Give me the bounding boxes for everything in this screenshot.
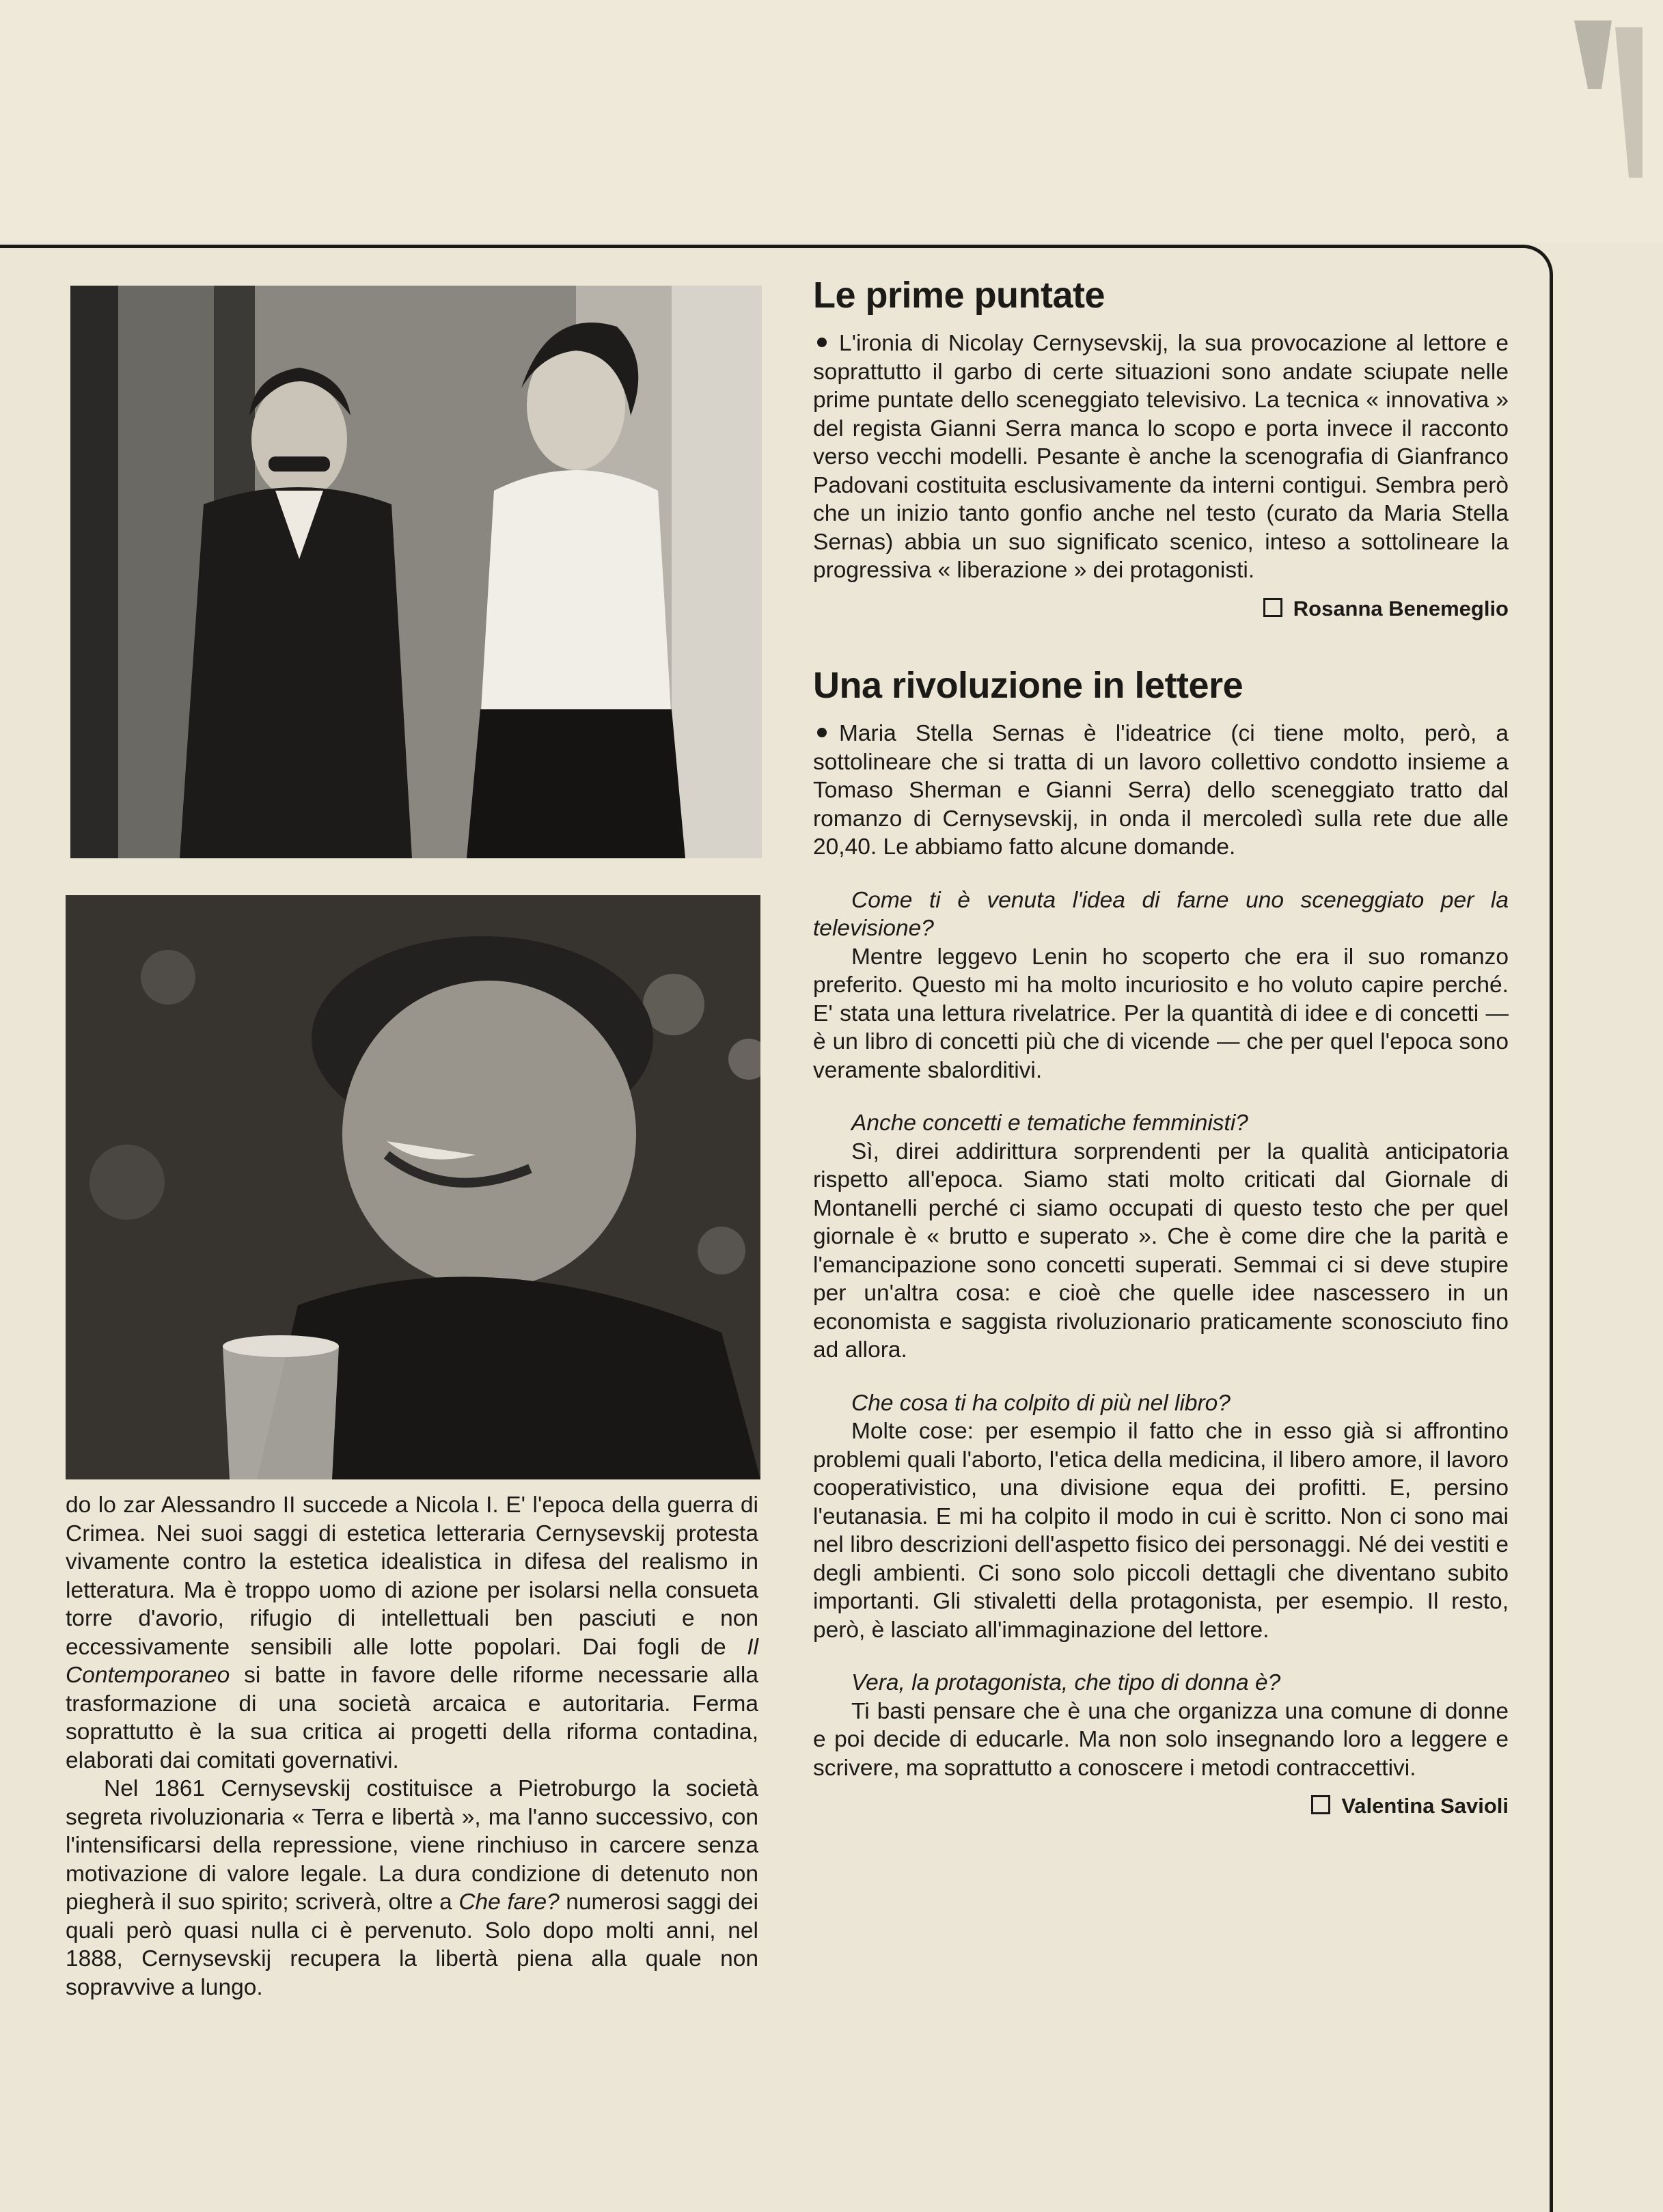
square-icon [1263,598,1282,617]
interview-question: Vera, la protagonista, che tipo di donna è? [851,1670,1281,1695]
interview-answer: Ti basti pensare che è una che organizza una comune di donne e poi decide di educarle. Ma non solo insegnando loro a leggere e scrivere, ma soprattutto a conoscere i metodi contraccettivi. [813,1698,1509,1781]
interview-answer: Mentre leggevo Lenin ho scoperto che era il suo romanzo preferito. Questo mi ha molto incuriosito e ho voluto capire perché. E' stata una lettura rivelatrice. Per la quantità di idee e di concetti — è un libro di concetti più che di vicende — che per quel l'epoca sono veramente sbalorditivi. [813,944,1509,1083]
adjacent-page-edge [1547,7,1649,185]
bullet-icon [817,728,827,737]
interview-question: Anche concetti e tematiche femministi? [851,1110,1248,1136]
interview-question: Che cosa ti ha colpito di più nel libro? [851,1390,1231,1416]
two-actors-photo [70,286,762,858]
blank-page-margin [0,0,1663,243]
signature-savioli: Valentina Savioli [813,1792,1509,1820]
section2-intro: Maria Stella Sernas è l'ideatrice (ci tiene molto, però, a sottolineare che si tratta di un lavoro collettivo condotto insieme a Tomaso Sherman e Gianni Serra) dello sceneggiato tratto dal romanzo di Cernysevskij, in onda il mercoledì sulla rete due alle 20,40. Le abbiamo fatto alcune domande. [813,721,1509,860]
signature-benemeglio: Rosanna Benemeglio [813,595,1509,623]
section-title-rivoluzione: Una rivoluzione in lettere [813,665,1243,706]
section-title-prime-puntate: Le prime puntate [813,275,1105,316]
interview-answer: Sì, direi addirittura sorprendenti per la qualità anticipatoria rispetto all'epoca. Siamo stati molto criticati dal Giornale di Montanelli perché ci siamo occupati di questo testo che per quel giornale è « brutto e superato ». Che è come dire che la parità e l'emancipazione sono concetti superati. Semmai ci si deve stupire per un'altra cosa: e cioè che quelle idee nascessero in un economista e saggista rivoluzionario praticamente sconosciuto fino ad allora. [813,1138,1509,1363]
section1-body: L'ironia di Nicolay Cernysevskij, la sua provocazione al lettore e soprattutto il garbo di certe situazioni sono andate sciupate nelle prime puntate dello sceneggiato televisivo. La tecnica « innovativa » del regista Gianni Serra manca lo scopo e porta invece il racconto verso vecchi modelli. Pesante è anche la scenografia di Gianfranco Padovani costituita esclusivamente da interni contigui. Sembra però che un inizio tanto gonfio anche nel testo (curato da Maria Stella Sernas) abbia un suo significato scenico, inteso a sottolineare la progressiva « liberazione » dei protagonisti. [813,331,1509,583]
interview-answer: Molte cose: per esempio il fatto che in esso già si affrontino problemi quali l'aborto, l'etica della medicina, il libero amore, il lavoro cooperativistico, una divisione equa dei profitti. E, persino l'eutanasia. E mi ha colpito il modo in cui è scritto. Non ci sono mai nel libro descrizioni dell'aspetto fisico dei personaggi. Né dei vestiti e degli ambienti. Ci sono solo piccoli dettagli che diventano subito importanti. Gli stivaletti della protagonista, per esempio. Il resto, però, è lasciato all'immaginazione del lettore. [813,1419,1509,1643]
left-paragraph-2: Nel 1861 Cernysevskij costituisce a Pietroburgo la società segreta rivoluzionaria « Terra e libertà », ma l'anno successivo, con l'intensificarsi della repressione, viene rinchiuso in carcere senza motivazione di valore legale. La dura condizione di detenuto non piegherà il suo spirito; scriverà, oltre a Che fare? numerosi saggi dei quali però quasi nulla ci è pervenuto. Solo dopo molti anni, nel 1888, Cernysevskij recupera la libertà piena alla quale non sopravvive a lungo. [66,1776,758,2000]
left-column-text [66,1491,758,2002]
square-icon [1311,1795,1330,1814]
right-column [813,273,1509,1820]
smiling-woman-photo [66,895,760,1479]
left-paragraph-1: do lo zar Alessandro II succede a Nicola I. E' l'epoca della guerra di Crimea. Nei suoi saggi di estetica letteraria Cernysevskij protesta vivamente contro la estetica idealistica in difesa del realismo in letteratura. Ma è troppo uomo di azione per isolarsi nella consueta torre d'avorio, rifugio di intellettuali ben pasciuti e non eccessivamente sensibili alle lotte popolari. Dai fogli de Il Contemporaneo si batte in favore delle riforme necessarie alla trasformazione di una società arcaica e autoritaria. Ferma soprattutto è la sua critica ai progetti della riforma contadina, elaborati dai comitati governativi. [66,1492,758,1773]
interview-question: Come ti è venuta l'idea di farne uno sceneggiato per la televisione? [813,887,1509,941]
bullet-icon [817,338,827,347]
